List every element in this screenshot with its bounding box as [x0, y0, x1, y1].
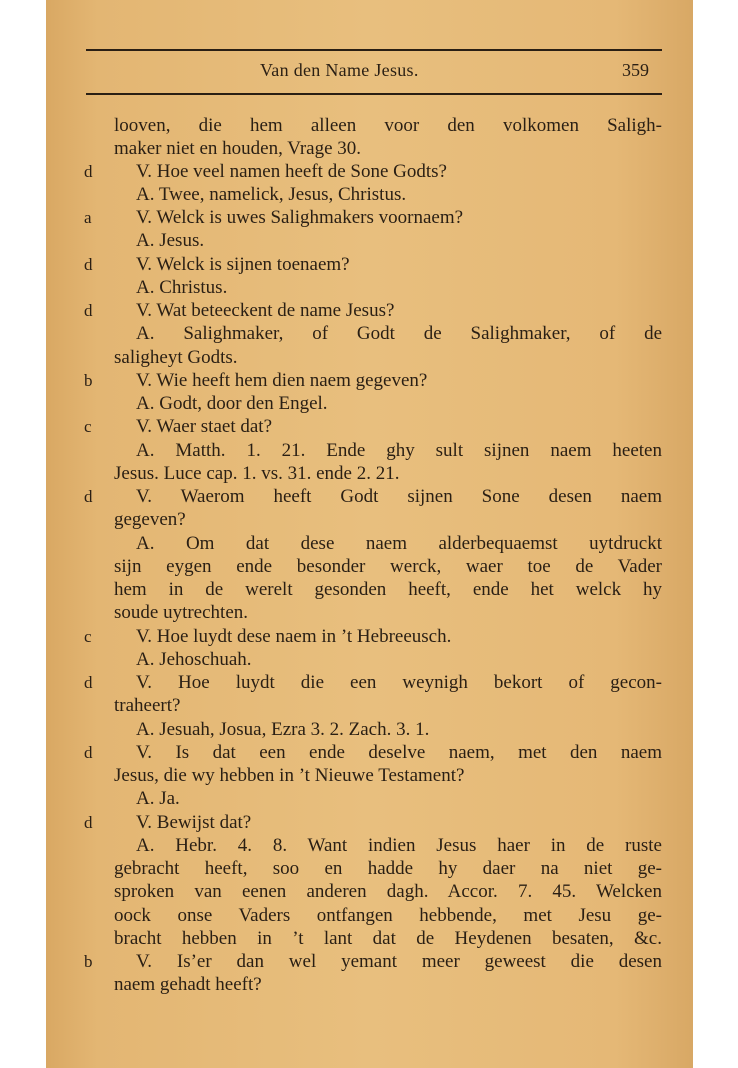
question-line: V. Welck is uwes Salighmakers voornaem?	[136, 207, 464, 228]
question-line: V. Hoe veel namen heeft de Sone Godts?	[136, 161, 447, 182]
question-line: V. Hoe luydt dese naem in ’t Hebreeusch.	[136, 626, 452, 647]
answer-line: A. Jesuah, Josua, Ezra 3. 2. Zach. 3. 1.	[136, 719, 430, 740]
question-line: V. Is dat een ende deselve naem, met den naem	[136, 742, 662, 763]
line-marker: d	[84, 673, 93, 692]
line-marker: b	[84, 952, 93, 971]
question-line: V. Is’er dan wel yemant meer geweest die desen	[136, 951, 662, 972]
header-rule-bottom	[86, 93, 662, 95]
question-line: V. Wat beteeckent de name Jesus?	[136, 300, 395, 321]
answer-line: A. Salighmaker, of Godt de Salighmaker, of de	[136, 323, 662, 344]
text-line: Jesus, die wy hebben in ’t Nieuwe Testament?	[114, 765, 465, 786]
answer-line: A. Matth. 1. 21. Ende ghy sult sijnen naem heeten	[136, 440, 662, 461]
answer-line: A. Twee, namelick, Jesus, Christus.	[136, 184, 407, 205]
line-marker: d	[84, 255, 93, 274]
answer-line: A. Godt, door den Engel.	[136, 393, 328, 414]
answer-line: A. Hebr. 4. 8. Want indien Jesus haer in de ruste	[136, 835, 662, 856]
line-marker: d	[84, 162, 93, 181]
text-line: oock onse Vaders ontfangen hebbende, met Jesu ge-	[114, 905, 662, 926]
text-line: bracht hebben in ’t lant dat de Heydenen besaten, &c.	[114, 928, 662, 949]
line-marker: d	[84, 487, 93, 506]
question-line: V. Waer staet dat?	[136, 416, 272, 437]
answer-line: A. Ja.	[136, 788, 180, 809]
question-line: V. Wie heeft hem dien naem gegeven?	[136, 370, 428, 391]
line-marker: d	[84, 813, 93, 832]
line-marker: d	[84, 743, 93, 762]
question-line: V. Welck is sijnen toenaem?	[136, 254, 350, 275]
text-line: looven, die hem alleen voor den volkomen Saligh-	[114, 115, 662, 136]
text-line: naem gehadt heeft?	[114, 974, 262, 995]
line-marker: b	[84, 371, 93, 390]
answer-line: A. Jehoschuah.	[136, 649, 252, 670]
text-line: sijn eygen ende besonder werck, waer toe de Vader	[114, 556, 662, 577]
text-line: soude uytrechten.	[114, 602, 249, 623]
page-number: 359	[622, 60, 649, 80]
question-line: V. Bewijst dat?	[136, 812, 252, 833]
line-marker: c	[84, 417, 92, 436]
line-marker: c	[84, 627, 92, 646]
header-rule-top	[86, 49, 662, 51]
text-line: gegeven?	[114, 509, 186, 530]
text-line: maker niet en houden, Vrage 30.	[114, 138, 362, 159]
answer-line: A. Christus.	[136, 277, 228, 298]
text-line: gebracht heeft, soo en hadde hy daer na niet ge-	[114, 858, 662, 879]
text-line: hem in de werelt gesonden heeft, ende het welck hy	[114, 579, 662, 600]
text-line: sproken van eenen anderen dagh. Accor. 7. 45. Welcken	[114, 881, 662, 902]
question-line: V. Waerom heeft Godt sijnen Sone desen naem	[136, 486, 662, 507]
answer-line: A. Jesus.	[136, 230, 205, 251]
text-line: saligheyt Godts.	[114, 347, 238, 368]
line-marker: d	[84, 301, 93, 320]
text-line: Jesus. Luce cap. 1. vs. 31. ende 2. 21.	[114, 463, 400, 484]
line-marker: a	[84, 208, 92, 227]
answer-line: A. Om dat dese naem alderbequaemst uytdruckt	[136, 533, 662, 554]
running-header-title: Van den Name Jesus.	[260, 60, 419, 80]
question-line: V. Hoe luydt die een weynigh bekort of gecon-	[136, 672, 662, 693]
text-line: traheert?	[114, 695, 181, 716]
